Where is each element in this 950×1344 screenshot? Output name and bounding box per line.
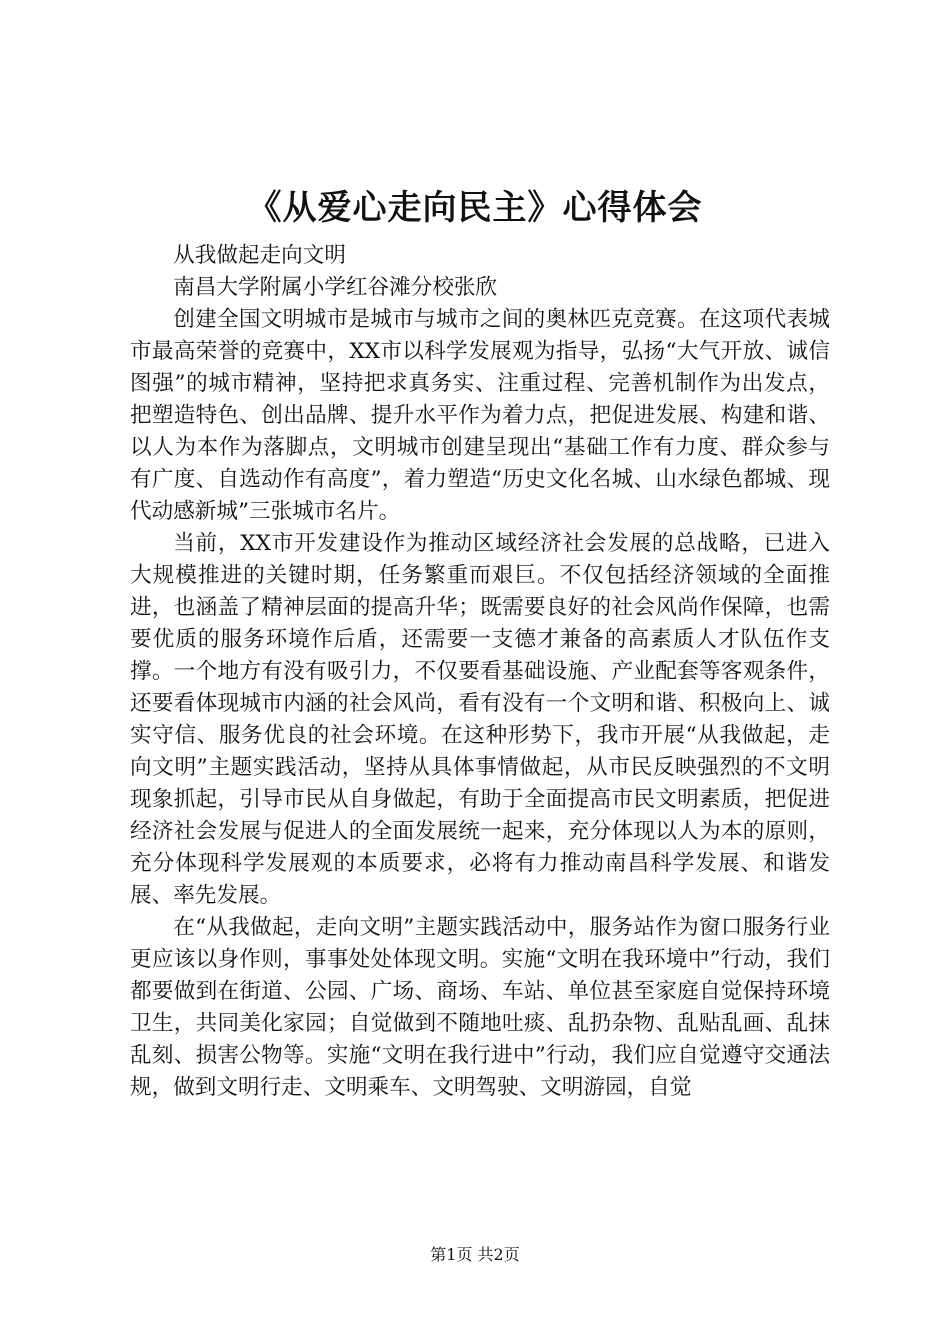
- paragraph: 当前，XX市开发建设作为推动区域经济社会发展的总战略，已进入大规模推进的关键时期，任务繁重而艰巨。不仅包括经济领域的全面推进，也涵盖了精神层面的提高升华；既需要良好的社会风尚作保障，也需要优质的服务环境作后盾，还需要一支德才兼备的高素质人才队伍作支撑。一个地方有没有吸引力，不仅要看基础设施、产业配套等客观条件，还要看体现城市内涵的社会风尚，看有没有一个文明和谐、积极向上、诚实守信、服务优良的社会环境。在这种形势下，我市开展“从我做起，走向文明”主题实践活动，坚持从具体事情做起，从市民反映强烈的不文明现象抓起，引导市民从自身做起，有助于全面提高市民文明素质，把促进经济社会发展与促进人的全面发展统一起来，充分体现以人为本的原则，充分体现科学发展观的本质要求，必将有力推动南昌科学发展、和谐发展、率先发展。: [130, 531, 830, 908]
- paragraph: 在“从我做起，走向文明”主题实践活动中，服务站作为窗口服务行业更应该以身作则，事事处处体现文明。实施“文明在我环境中”行动，我们都要做到在街道、公园、广场、商场、车站、单位甚至家庭自觉保持环境卫生，共同美化家园；自觉做到不随地吐痰、乱扔杂物、乱贴乱画、乱抹乱刻、损害公物等。实施“文明在我行进中”行动，我们应自觉遵守交通法规，做到文明行走、文明乘车、文明驾驶、文明游园，自觉: [130, 915, 830, 1100]
- paragraph: 创建全国文明城市是城市与城市之间的奥林匹克竞赛。在这项代表城市最高荣誉的竞赛中，XX市以科学发展观为指导，弘扬“大气开放、诚信图强”的城市精神，坚持把求真务实、注重过程、完善机制作为出发点，把塑造特色、创出品牌、提升水平作为着力点，把促进发展、构建和谐、以人为本作为落脚点，文明城市创建呈现出“基础工作有力度、群众参与有广度、自选动作有高度”，着力塑造“历史文化名城、山水绿色都城、现代动感新城”三张城市名片。: [130, 307, 830, 524]
- author-line: 南昌大学附属小学红谷滩分校张欣: [173, 275, 498, 300]
- document-body: [130, 240, 830, 1104]
- subtitle-line: 从我做起走向文明: [173, 243, 346, 268]
- document-title: 《从爱心走向民主》心得体会: [247, 188, 703, 228]
- page-number-footer: 第1页 共2页: [430, 1245, 520, 1264]
